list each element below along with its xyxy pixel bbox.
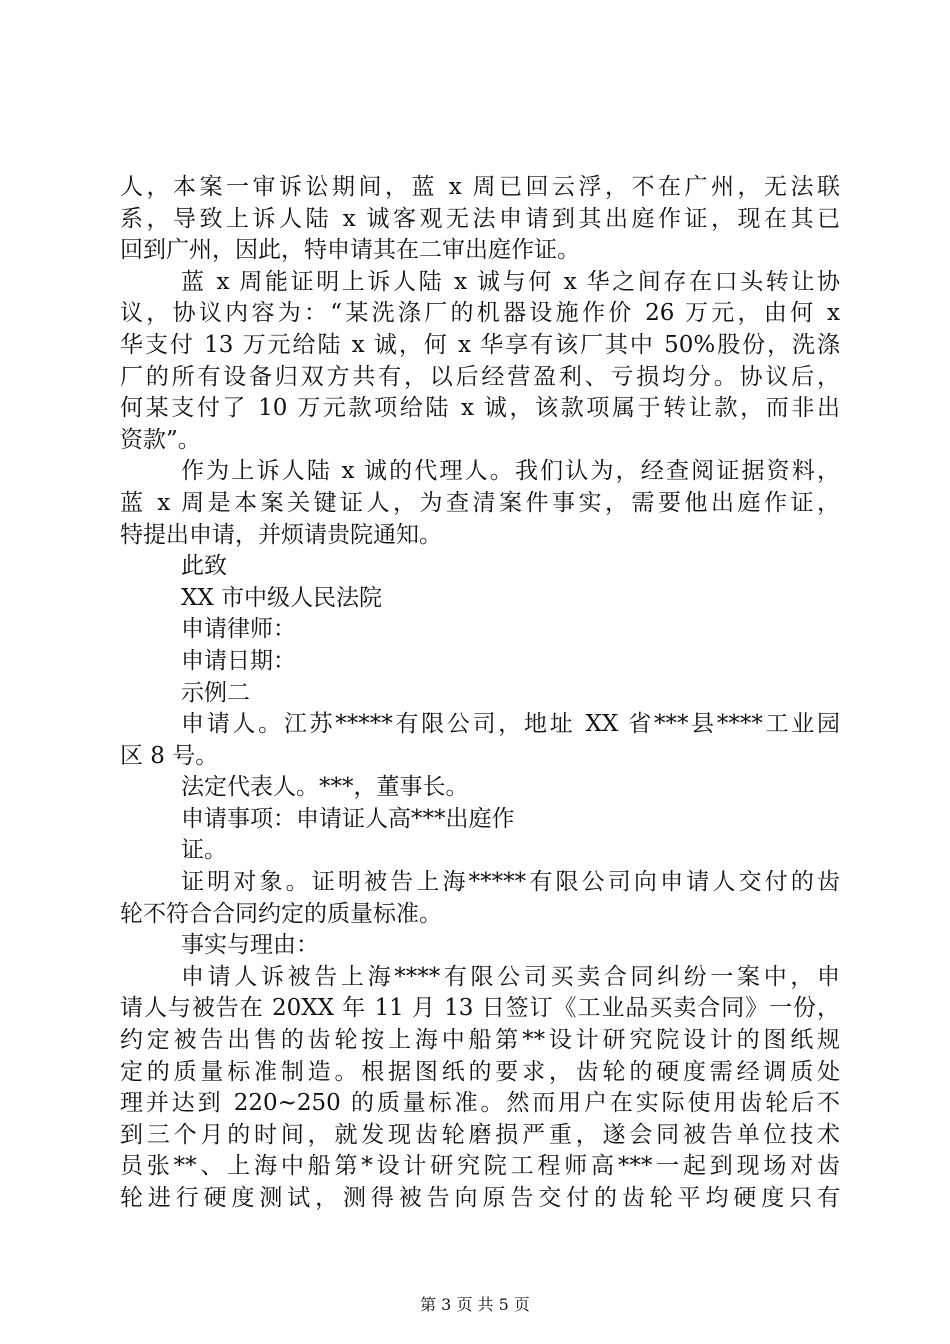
text-line: 申请人诉被告上海****有限公司买卖合同纠纷一案中，申	[181, 963, 840, 990]
text-line: 约定被告出售的齿轮按上海中船第**设计研究院设计的图纸规	[120, 1027, 840, 1054]
text-line: 证。	[181, 837, 227, 864]
text-line: 定的质量标准制造。根据图纸的要求，齿轮的硬度需经调质处	[120, 1058, 840, 1085]
text-line: 特提出申请，并烦请贵院通知。	[120, 521, 442, 548]
text-line: 作为上诉人陆 x 诚的代理人。我们认为，经查阅证据资料，	[181, 458, 840, 485]
text-line: 资款”。	[120, 426, 201, 453]
text-line: 轮不符合合同约定的质量标准。	[120, 900, 442, 927]
text-line: 何某支付了 10 万元款项给陆 x 诚，该款项属于转让款，而非出	[120, 395, 840, 422]
text-line: 此致	[181, 553, 227, 580]
text-line: 蓝 x 周能证明上诉人陆 x 诚与何 x 华之间存在口头转让协	[181, 268, 840, 295]
text-line: 回到广州，因此，特申请其在二审出庭作证。	[120, 237, 580, 264]
text-line: 示例二	[181, 679, 250, 706]
text-line: 申请日期：	[181, 647, 296, 674]
text-line: 系，导致上诉人陆 x 诚客观无法申请到其出庭作证，现在其已	[120, 205, 840, 232]
text-line: 申请人。江苏*****有限公司，地址 XX 省***县****工业园	[181, 711, 840, 738]
text-line: 证明对象。证明被告上海*****有限公司向申请人交付的齿	[181, 869, 840, 896]
text-line: 法定代表人。***，董事长。	[181, 774, 469, 801]
text-line: 区 8 号。	[120, 742, 219, 769]
text-line: 蓝 x 周是本案关键证人，为查清案件事实，需要他出庭作证，	[120, 489, 840, 516]
text-line: 请人与被告在 20XX 年 11 月 13 日签订《工业品买卖合同》一份，	[120, 995, 840, 1022]
text-line: 到三个月的时间，就发现齿轮磨损严重，遂会同被告单位技术	[120, 1121, 840, 1148]
body-text	[120, 172, 840, 1215]
text-line: 申请律师：	[181, 616, 296, 643]
text-line: 华支付 13 万元给陆 x 诚，何 x 华享有该厂其中 50%股份，洗涤	[120, 331, 840, 358]
text-line: 轮进行硬度测试，测得被告向原告交付的齿轮平均硬度只有	[120, 1185, 840, 1211]
text-line: 申请事项：申请证人高***出庭作	[181, 805, 515, 832]
text-line: 理并达到 220~250 的质量标准。然而用户在实际使用齿轮后不	[120, 1090, 840, 1117]
text-line: 人，本案一审诉讼期间，蓝 x 周已回云浮，不在广州，无法联	[120, 174, 840, 200]
page-footer: 第 3 页 共 5 页	[420, 1295, 530, 1314]
text-line: 员张**、上海中船第*设计研究院工程师高***一起到现场对齿	[120, 1153, 840, 1180]
text-line: 事实与理由：	[181, 932, 319, 959]
text-line: XX 市中级人民法院	[181, 584, 383, 611]
text-line: 议，协议内容为：“某洗涤厂的机器设施作价 26 万元，由何 x	[120, 300, 840, 327]
text-line: 厂的所有设备归双方共有，以后经营盈利、亏损均分。协议后，	[120, 363, 840, 390]
